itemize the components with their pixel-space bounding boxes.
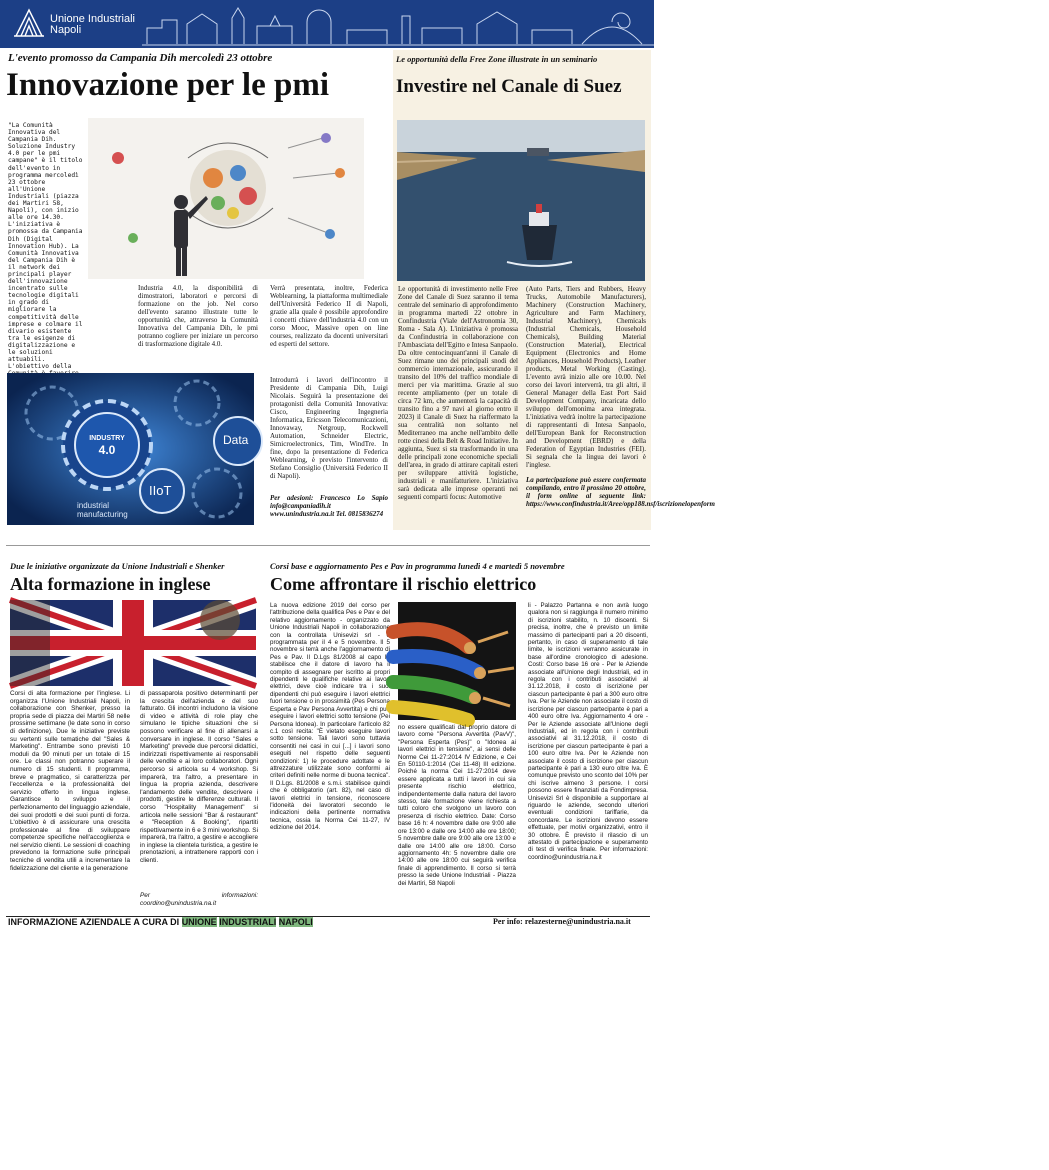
pmi-kicker: L'evento promosso da Campania Dih mercoledì 23 ottobre	[8, 52, 273, 64]
suez-note: La partecipazione può essere confermata compilando, entro il prossimo 20 ottobre, il form online al seguente link: https://www.confindustria.it/Aree/opp188.nsf/iscrizionelopenform	[526, 476, 715, 508]
logo-text: Unione Industriali Napoli	[50, 13, 135, 36]
electric-cables-image	[398, 602, 516, 720]
footer-word-napoli: NAPOLI	[278, 917, 313, 927]
inglese-title: Alta formazione in inglese	[10, 574, 211, 594]
pmi-contact: Per adesioni: Francesco Lo Sapio info@campaniadih.it www.unindustria.na.it Tel. 0815836274	[270, 494, 388, 518]
naples-skyline-icon	[142, 0, 654, 48]
inglese-kicker: Due le iniziative organizzate da Unione Industriali e Shenker	[10, 561, 225, 571]
data-label: Data	[223, 433, 249, 447]
footer-prefix: INFORMAZIONE AZIENDALE A CURA DI	[8, 917, 180, 927]
rischio-column-1: La nuova edizione 2019 del corso per l'attribuzione della qualifica Pes e Pav e del relativo aggiornamento - organizzato da Unione Industriali Napoli in collaborazione con la controllata Unisevizi srl - è programmata per il 4 e 5 novembre. Il 5 novembre si terrà anche l'aggiornamento di Pes e Pav. Il D.Lgs 81/2008 al capo III stabilisce che il datore di lavoro ha il compito di assegnare per iscritto ai propri dipendenti le qualifiche relative ai lavori elettrici, deve cioè indicare tra i suoi dipendenti chi può eseguire i lavori elettrici fuori tensione o in prossimità (Pes Persona Esperta e Pav Persona Avvertita) e chi può eseguire i lavori elettrici sotto tensione (Pei Persona Idonea). In particolare l'articolo 82 c.1 così recita: "È vietato eseguire lavori sotto tensione. Tali lavori sono tuttavia consentiti nei casi in cui [...] i lavori sono eseguiti nel rispetto delle seguenti condizioni: 1) le procedure adottate e le attrezzature utilizzate sono conformi ai criteri definiti nelle norme di buona tecnica". Il D.Lgs. 81/2008 e s.m.i. stabilisce quindi che è obbligatorio (art. 82), nel caso di lavori elettrici in tensione, riconoscere l'idoneità dei lavoratori secondo le indicazioni della pertinente normativa tecnica, ossia la Norma Cei 11-27, IV edizione del 2014.	[270, 602, 390, 832]
pmi-lead-column: "La Comunità Innovativa del Campania Dih. Soluzione Industry 4.0 per le pmi campane" è il titolo dell'evento in programma mercoledì 23 ottobre all'Unione Industriali (piazza dei Martiri 58, Napoli), con inizio alle ore 14.30. L'iniziativa è promossa da Campania Dih (Digital Innovation Hub). La Comunità Innovativa del Campania Dih è il network dei principali player dell'innovazione incentrato sulle tecnologie digitali in grado di migliorare la competitività delle imprese e colmare il divario esistente tra le esigenze di digitalizzazione e le soluzioni attuabili. L'obiettivo della	[8, 122, 83, 371]
inglese-column-2: di passaparola positivo determinanti per la crescita dell'azienda e del suo fatturato. Gli incontri includono la visione di video e attività di role play che simulano le tipiche situazioni che si possono verificare al fine di allenarsi a conversare in inglese. Il corso "Sales e Marketing" prevede due percorsi didattici, indirizzati rispettivamente ai responsabili delle vendite e ai loro collaboratori. Ogni percorso si articola su 4 workshop. Si imparerà, tra l'altro, a presentare in lingua la propria azienda, descrivere l'andamento delle vendite, descrivere i prodotti, gestire le differenze culturali. Il corso "Hospitality Management" si articola nelle sessioni "Bar & restaurant" e "Reception & Booking", ripartiti rispettivamente in 6 e 3 mini workshop. Si imparerà, tra l'altro, a gestire e accogliere in inglese la clientela turistica, a gestire le prenotazioni, a intrattenere rapporti con i clienti.	[140, 690, 258, 865]
industry-40-image	[7, 373, 254, 525]
rischio-kicker: Corsi base e aggiornamento Pes e Pav in programma lunedì 4 e martedì 5 novembre	[270, 561, 565, 571]
rischio-title: Come affrontare il rischio elettrico	[270, 574, 537, 594]
pmi-column-2: Industria 4.0, la disponibilità di dimostratori, laboratori e percorsi di formazione on the job. Nel corso dell'evento saranno illustrate tutte le opportunità che, attraverso la Comunità Innovativa del Campania Dih, le pmi potranno cogliere per iniziare un percorso di trasformazione digitale 4.0.	[138, 284, 258, 348]
industry-version-label: 4.0	[98, 443, 116, 457]
innovation-brain-image	[88, 118, 364, 279]
unione-industriali-logo-icon	[12, 6, 46, 40]
rischio-column-2: no essere qualificati dal proprio datore di lavoro come "Persona Avvertita (PavV)", "Persona Esperta (Pes)" o "Idonea ai lavori elettrici in tensione", ai sensi delle Norme Cei 11-27:2014 IV Edizione, e Cei En 50110-1:2014 (Cei 11-48) III edizione. Poiché la norma Cei 11-27:2014 deve essere applicata a tutti i lavori in cui sia presente rischio elettrico, indipendentemente dalla natura del lavoro stesso, tale formazione viene richiesta a tutti coloro che svolgono un lavoro con presenza di rischio elettrico. Date: Corso base 16 h: 4 novembre dalle ore 9:00 alle ore 13:00 e dalle ore 14:00 alle ore 18:00; 5 novembre dalle ore 9:00 alle ore 13:00 e dalle ore 14:00 alle ore 18:00. Corso aggiornamento 4h: 5 novembre dalle ore 14:00 alle ore 18:00 cui seguirà verifica finale di apprendimento. Il corso si terrà presso la sede Unione Industriali - Piazza dei Martiri, 58 Napoli	[398, 724, 516, 887]
rischio-column-3: li - Palazzo Partanna e non avrà luogo qualora non si raggiunga il numero minimo di iscrizioni stabilito, n. 10 discenti. Si precisa, inoltre, che è previsto un limite massimo di partecipanti pari a 20 discenti, pertanto, in caso di superamento di tale limite, le iscrizioni verranno assicurate in base all'ordine cronologico di adesione. Costi: Corso base 16 ore - Per le Aziende associate all'Unione degli Industriali, ed in regola con i contributi associativi al 31.12.2018, il costo di iscrizione per ciascun partecipante è pari a 300 euro oltre Iva. Per le Aziende non associate il costo di iscrizione per ciascun partecipante è pari a 400 euro oltre Iva. Aggiornamento 4 ore - Per le Aziende associate all'Unione degli Industriali, ed in regola con i contributi associativi al 31.12.2018, il costo di iscrizione per ciascun partecipante è pari a 100 euro oltre Iva. Per le Aziende non associate il costo di iscrizione per ciascun partecipante è pari a 130 euro oltre Iva. È comunque previsto uno sconto del 10% per chi iscrive almeno 3 persone. I corsi possono essere finanziati da Fondimpresa. Unisevizi Srl è disponibile a supportare al riguardo le aziende, secondo ulteriori eventuali condizioni tariffarie, da concordare. Le iscrizioni devono essere effettuate, per motivi organizzativi, entro il 30 ottobre. È previsto il rilascio di un attestato di partecipazione e superamento di test di verifica finale. Per informazioni: coordino@unindustria.na.it	[528, 602, 648, 861]
header-banner	[0, 0, 654, 48]
footer-left	[8, 917, 313, 927]
pmi-column-3b: Introdurrà i lavori dell'incontro il Presidente di Campania Dih, Luigi Nicolais. Seguirà la presentazione dei protagonisti della Comunità Innovativa: Cisco, Engineering Ingegneria Informatica, Ericsson Telecomunicazioni, Innovaway, Netgroup, Rockwell Automation, Schneider Electric, Simicroelectronics, Tim, WindTre. In fine, dopo la presentazione di Federica Weblearning, è previsto l'intervento di Stefano Consiglio (Università Federico II di Napoli).	[270, 376, 388, 480]
footer-word-unione: UNIONE	[181, 917, 217, 927]
suez-column-2: (Auto Parts, Tiers and Rubbers, Heavy Trucks, Automobile Manufacturers), Machinery (Construction Machinery, Agriculture and Farm Machinery, Industrial Machinery), Chemicals (Industrial Chemicals, Household Chemicals), Building Material (Construction Material), Electrical Equipment (Electronics and Home Appliances, Household Products), Leather products, Metal Working (Casting). L'evento avrà inizio alle ore 10.00. Nel corso dei lavori interverrà, tra gli altri, il General Manager della East Port Said Development Company, incaricata dello sviluppo dell'omonima area integrata. L'iniziativa vedrà inoltre la partecipazione di rappresentanti di Intesa Sanpaolo, dell'European Bank for Reconstruction and Development (EBRD) e della Federation of Egyptian Industries (FEI). Si segnala che la lingua dei lavori è l'inglese.	[526, 285, 646, 469]
suez-canal-image	[397, 120, 645, 281]
iiot-label: IIoT	[149, 483, 172, 498]
inglese-column-1-text: Corsi di alta formazione per l'inglese. Li organizza l'Unione Industriali Napoli, in collaborazione con Shenker, presso la propria sede di piazza dei Martiri 58 nelle prossime settimane (le date sono in corso di definizione). Due le iniziative previste su vertenti sulle tematiche del "Sales & Marketing". Entrambe sono previsti 10 moduli da 90 minuti per un totale di 15 ore. Le classi non potranno superare il numero di 15 studenti. Il programma, breve e pragmatico, si caratterizza per l'eccellenza e la professionalità del servizio offerto in lingua inglese. Garantisce lo sviluppo e il perfezionamento del linguaggio aziendale, dei suoi prodotti e dei suoi punti di forza. L'obiettivo è di assicurare una crescita professionale al fine di sviluppare competenze specifiche nell'accoglienza e nel servizio clienti. Le sessioni di coaching prevedono la formazione sulle principali tecniche di vendita utili a incrementare la fidelizzazione del cliente e la generazione	[10, 690, 130, 872]
inglese-contact: Per informazioni: coordino@unindustria.na.it	[140, 892, 258, 907]
industry-label: INDUSTRY	[89, 435, 125, 442]
suez-title: Investire nel Canale di Suez	[396, 76, 622, 97]
union-jack-image	[10, 600, 256, 686]
suez-column-1: Le opportunità di investimento nelle Free Zone del Canale di Suez saranno il tema centrale del seminario di approfondimento in programma martedì 22 ottobre in Confindustria (Viale dell'Astronomia 30, Roma - Sala A). L'iniziativa è promossa da Confindustria in collaborazione con l'Ambasciata dell'Egitto e Intesa Sanpaolo. Da oltre centocinquant'anni il Canale di Suez rimane uno dei principali snodi del commercio internazionale, assicurando il transito del 10% del traffico mondiale di merci per via marittima. Grazie al suo recente ampliamento (per un totale di circa 72 km, che aumenterà la capacità di transito fino a 97 navi al giorno entro il 2023) il Canale di Suez ha riaffermato la sua centralità non soltanto nel Mediterraneo ma anche nell'ambito delle rotte cinesi della Belt & Road Initiative. In aggiunta, Suez si sta trasformando in una delle principali zone economiche speciali dell'area, in grado di attirare capitali esteri per sviluppare attività logistiche, industriali e manifatturiere. L'iniziativa sarà dedicata alle imprese operanti nei seguenti comparti focus: Automotive	[398, 285, 518, 501]
suez-kicker: Le opportunità della Free Zone illustrate in un seminario	[396, 54, 598, 64]
inglese-column-1	[10, 690, 130, 918]
image-caption: industrial manufacturing	[77, 501, 128, 519]
footer-right: Per info: relazesterne@unindustria.na.it	[493, 917, 631, 926]
pmi-title: Innovazione per le pmi	[6, 67, 329, 103]
footer-word-industriali: INDUSTRIALI	[219, 917, 277, 927]
section-divider	[6, 545, 650, 546]
pmi-column-3a: Verrà presentata, inoltre, Federica Weblearning, la piattaforma multimediale dell'Università Federico II di Napoli, grazie alla quale è possibile approfondire i concetti chiave dell'industria 4.0 con un corso Mooc, Massive open on line courses, realizzato da docenti universitari ed esperti del settore.	[270, 284, 388, 348]
